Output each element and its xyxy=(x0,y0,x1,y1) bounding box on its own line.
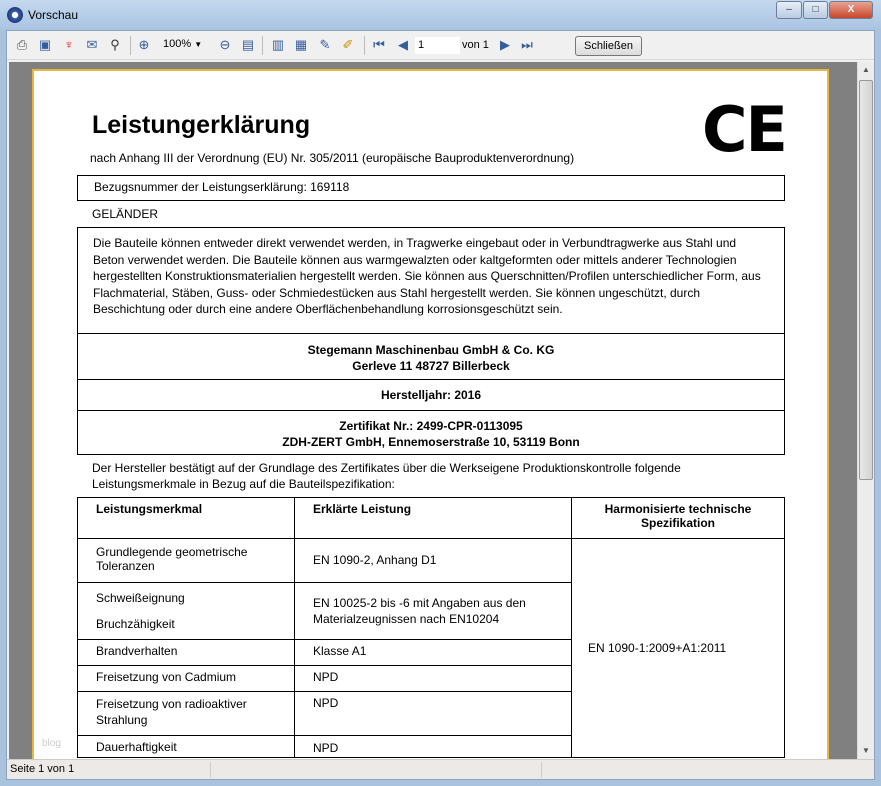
page-setup-icon[interactable]: ✎ xyxy=(319,37,331,52)
edit-icon[interactable]: ✐ xyxy=(342,37,354,52)
feature-cell: Brandverhalten xyxy=(78,640,295,666)
single-page-icon[interactable]: ▥ xyxy=(271,37,285,52)
print-icon[interactable]: ⎙ xyxy=(16,37,28,52)
scroll-thumb[interactable] xyxy=(859,80,873,480)
column-header: Harmonisierte technische Spezifikation xyxy=(572,498,785,539)
vertical-scrollbar[interactable] xyxy=(857,62,874,759)
previous-page-icon[interactable]: ◀ xyxy=(398,37,408,52)
certificate-body: ZDH-ZERT GmbH, Ennemoserstraße 10, 53119 Bonn xyxy=(282,435,580,449)
page-count-label: von 1 xyxy=(462,39,489,51)
title-bar xyxy=(0,0,881,30)
zoom-select[interactable] xyxy=(163,38,202,50)
multi-page-icon[interactable]: ▦ xyxy=(294,37,308,52)
value-cell: EN 1090-2, Anhang D1 xyxy=(295,539,572,583)
close-window-button[interactable]: X xyxy=(829,1,873,19)
feature-cell: Freisetzung von Cadmium xyxy=(78,666,295,692)
page-info: Seite 1 von 1 xyxy=(10,763,75,775)
product-name: GELÄNDER xyxy=(92,207,159,221)
separator xyxy=(210,762,211,778)
save-icon[interactable]: ▣ xyxy=(38,37,52,52)
minimize-button[interactable]: – xyxy=(776,1,802,19)
production-year: Herstelljahr: 2016 xyxy=(380,388,482,402)
value-cell: NPD xyxy=(295,736,572,758)
feature-text: Bruchzähigkeit xyxy=(96,617,175,631)
manufacturer-name: Stegemann Maschinenbau GmbH & Co. KG xyxy=(307,343,555,357)
document-title: Leistungerklärung xyxy=(92,111,311,139)
zoom-in-icon[interactable]: ⊕ xyxy=(138,37,150,52)
certificate-box xyxy=(77,410,785,455)
performance-table xyxy=(77,497,785,758)
email-icon[interactable]: ✉ xyxy=(86,37,98,52)
toolbar xyxy=(7,31,874,60)
zoom-out-icon[interactable]: ⊖ xyxy=(219,37,231,52)
pdf-icon[interactable]: ♆ xyxy=(64,37,74,52)
value-cell: NPD xyxy=(295,692,572,736)
scroll-up-icon[interactable]: ▲ xyxy=(862,65,870,74)
next-page-icon[interactable]: ▶ xyxy=(500,37,510,52)
feature-cell xyxy=(78,583,295,640)
status-bar xyxy=(7,759,874,779)
preview-window xyxy=(6,30,875,780)
fit-page-icon[interactable]: ▤ xyxy=(241,37,255,52)
watermark: blog xyxy=(42,738,61,749)
reference-box xyxy=(77,175,785,201)
feature-text: Schweißeignung xyxy=(96,591,185,605)
first-page-icon[interactable]: ⏮ xyxy=(373,37,385,52)
find-icon[interactable]: ⚲ xyxy=(110,37,120,52)
page-number-input[interactable]: 1 xyxy=(415,37,460,54)
manufacturer-box xyxy=(77,333,785,380)
last-page-icon[interactable]: ⏭ xyxy=(521,37,533,52)
close-button[interactable]: Schließen xyxy=(575,36,642,56)
description-box xyxy=(77,227,785,334)
zoom-value: 100% xyxy=(163,38,192,50)
value-cell: EN 10025-2 bis -6 mit Angaben aus den Materialzeugnissen nach EN10204 xyxy=(295,583,572,640)
description-text: Die Bauteile können entweder direkt verwendet werden, in Tragwerke eingebaut oder in Verbundtragwerke aus Stahl und Beton verwendet werden. Die Bauteile können aus warmgewalzten oder kaltgeformten oder mittels anderer Technologien hergestellten Konstruktionsmaterialien hergestellt werden. Sie können aus Querschnitten/Profilen unterschiedlicher Form, aus Flachmaterial, Stäben, Guss- oder Schmiedestücken aus Stahl hergestellt werden. Sie können ungeschützt, durch Beschichtung oder durch eine andere Oberflächenbehandlung korrosionsgeschützt sein. xyxy=(93,236,761,316)
table-header-row xyxy=(78,498,785,539)
app-icon xyxy=(7,7,23,23)
scroll-down-icon[interactable]: ▼ xyxy=(862,746,870,755)
spec-cell: EN 1090-1:2009+A1:2011 xyxy=(572,539,785,758)
separator xyxy=(262,36,263,55)
table-row xyxy=(78,539,785,583)
feature-cell: Freisetzung von radioaktiver Strahlung xyxy=(78,692,295,736)
separator xyxy=(541,762,542,778)
feature-cell: Grundlegende geometrische Toleranzen xyxy=(78,539,295,583)
statement-text: Der Hersteller bestätigt auf der Grundlage des Zertifikates über die Werkseigene Produktionskontrolle folgende Leistungsmerkmale in Bezug auf die Bauteilspezifikation: xyxy=(92,461,681,491)
document-subtitle: nach Anhang III der Verordnung (EU) Nr. 305/2011 (europäische Bauproduktenverordnung) xyxy=(90,151,575,165)
ce-mark: CE xyxy=(702,93,786,166)
column-header: Leistungsmerkmal xyxy=(78,498,295,539)
separator xyxy=(364,36,365,55)
chevron-down-icon: ▼ xyxy=(194,40,203,49)
separator xyxy=(130,36,131,55)
column-header: Erklärte Leistung xyxy=(295,498,572,539)
window-title: Vorschau xyxy=(28,8,79,22)
year-box xyxy=(77,379,785,411)
document-page xyxy=(32,69,829,759)
manufacturer-address: Gerleve 11 48727 Billerbeck xyxy=(352,359,510,373)
preview-area xyxy=(9,62,857,759)
maximize-button[interactable]: □ xyxy=(803,1,828,19)
certificate-number: Zertifikat Nr.: 2499-CPR-0113095 xyxy=(339,419,523,433)
value-cell: NPD xyxy=(295,666,572,692)
value-cell: Klasse A1 xyxy=(295,640,572,666)
feature-cell: Dauerhaftigkeit xyxy=(78,736,295,758)
reference-number: Bezugsnummer der Leistungserklärung: 169118 xyxy=(94,180,350,194)
